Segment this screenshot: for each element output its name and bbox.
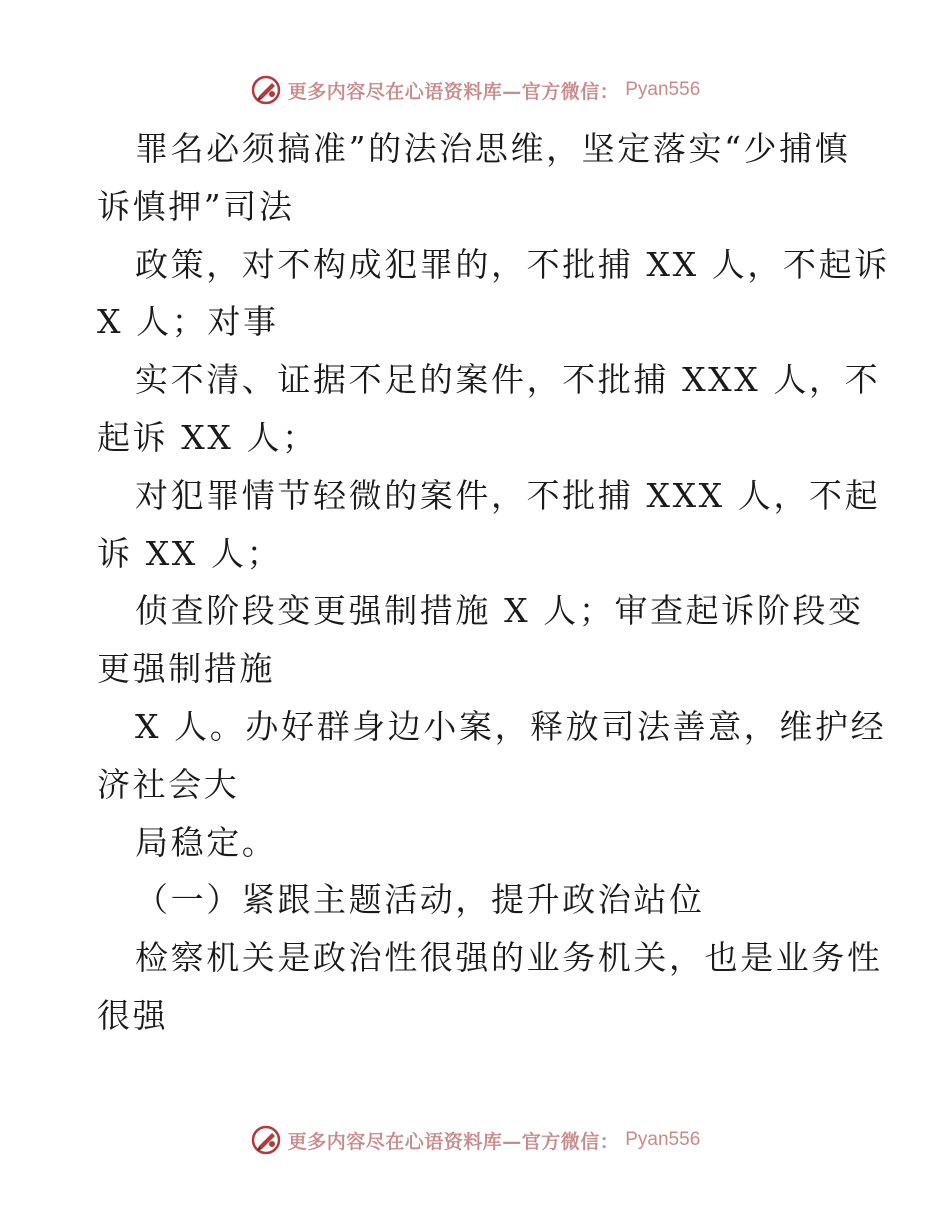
- text-line: 侦查阶段变更强制措施 X 人；审查起诉阶段变: [135, 591, 864, 631]
- text-line: 政策，对不构成犯罪的，不批捕 XX 人，不起诉: [135, 244, 890, 284]
- text-line: 诉慎押”司法: [97, 186, 295, 226]
- text-line: 诉 XX 人；: [97, 533, 283, 573]
- footer-watermark: [0, 1120, 950, 1160]
- header-watermark-id: Pyan556: [625, 79, 701, 100]
- text-line: X 人；对事: [97, 302, 279, 342]
- text-line: 实不清、证据不足的案件，不批捕 XXX 人，不: [135, 360, 881, 400]
- text-line: 对犯罪情节轻微的案件，不批捕 XXX 人，不起: [135, 475, 881, 515]
- header-watermark-text: 更多内容尽在心语资料库—官方微信：: [287, 80, 620, 103]
- header-watermark: [0, 70, 950, 110]
- section-heading: （一）紧跟主题活动，提升政治站位: [135, 880, 705, 920]
- footer-watermark-id: Pyan556: [625, 1129, 701, 1150]
- document-body: [97, 120, 890, 1045]
- logo-icon: [250, 1124, 282, 1156]
- text-line: X 人。办好群身边小案，释放司法善意，维护经: [135, 706, 887, 746]
- text-line: 很强: [97, 995, 169, 1035]
- footer-watermark-text: 更多内容尽在心语资料库—官方微信：: [287, 1130, 620, 1153]
- text-line: 局稳定。: [135, 822, 278, 862]
- text-line: 检察机关是政治性很强的业务机关，也是业务性: [135, 938, 883, 978]
- text-line: 更强制措施: [97, 649, 275, 689]
- text-line: 罪名必须搞准”的法治思维，坚定落实“少捕慎: [135, 129, 851, 168]
- text-line: 起诉 XX 人；: [97, 417, 318, 457]
- text-line: 济社会大: [97, 764, 240, 804]
- logo-icon: [250, 74, 282, 106]
